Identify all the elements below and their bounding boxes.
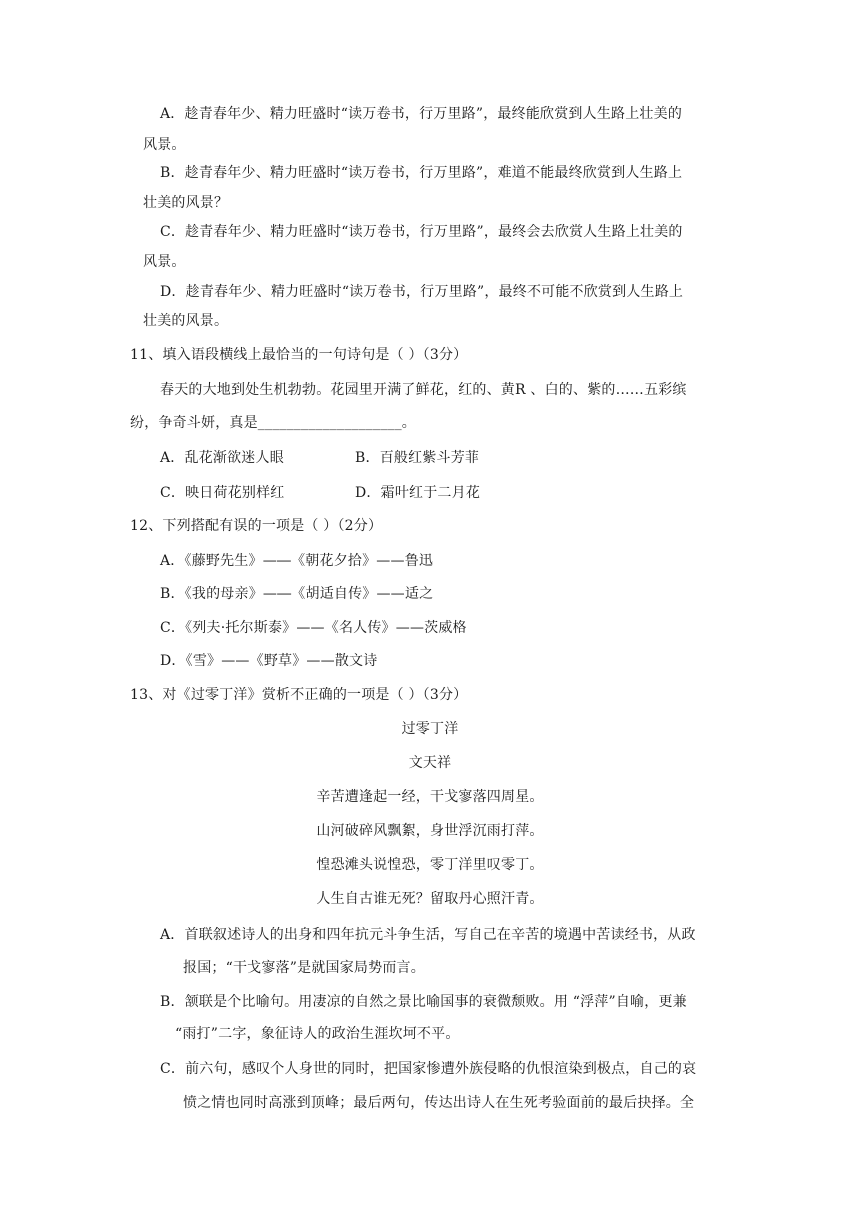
q11-option-c: C．映日荷花别样红	[160, 485, 285, 501]
q10-option-c-line1: C．趁青春年少、精力旺盛时“读万卷书，行万里路”，最终会去欣赏人生路上壮美的	[160, 224, 683, 240]
q12-option-c: C．《列夫·托尔斯泰》——《名人传》——茨威格	[160, 620, 467, 636]
q10-option-d-line1: D．趁青春年少、精力旺盛时“读万卷书，行万里路”，最终不可能不欣赏到人生路上	[160, 284, 684, 300]
q10-option-a-line2: 风景。	[143, 137, 186, 153]
q12-option-d: D．《雪》——《野草》——散文诗	[160, 653, 378, 669]
q11-option-b: B．百般红紫斗芳菲	[355, 450, 480, 466]
q10-option-d-line2: 壮美的风景。	[143, 313, 229, 329]
q12-option-b: B．《我的母亲》—―《胡适自传》——适之	[160, 586, 434, 602]
q13-option-b-line2: “雨打”二字，象征诗人的政治生涯坎坷不平。	[175, 1026, 460, 1042]
q12-stem: 12、下列搭配有误的一项是（ ）（2分）	[130, 518, 383, 534]
poem-title: 过零丁洋	[401, 721, 459, 737]
q13-option-c-line2: 愤之情也同时高涨到顶峰；最后两句，传达出诗人在生死考验面前的最后抉择。全	[183, 1095, 695, 1111]
q10-option-a-line1: A．趁青春年少、精力旺盛时“读万卷书，行万里路”，最终能欣赏到人生路上壮美的	[160, 106, 683, 122]
poem-line-1: 辛苦遭逢起一经，干戈寥落四周星。	[316, 789, 544, 805]
q13-stem: 13、对《过零丁洋》赏析不正确的一项是（ ）（3分）	[130, 687, 468, 703]
poem-line-3: 惶恐滩头说惶恐，零丁洋里叹零丁。	[316, 857, 544, 873]
q11-option-d: D．霜叶红于二月花	[355, 485, 481, 501]
q11-option-a: A．乱花渐欲迷人眼	[160, 450, 284, 466]
poem-line-2: 山河破碎风飘絮，身世浮沉雨打萍。	[316, 823, 544, 839]
q11-stem: 11、填入语段横线上最恰当的一句诗句是（ ）（3分）	[130, 347, 468, 363]
poem-author: 文天祥	[408, 755, 452, 771]
q10-option-b-line2: 壮美的风景？	[143, 195, 229, 211]
q10-option-b-line1: B．趁青春年少、精力旺盛时“读万卷书，行万里路”，难道不能最终欣赏到人生路上	[160, 165, 683, 181]
q12-option-a: A．《藤野先生》—―《朝花夕拾》——鲁迅	[160, 553, 434, 569]
q11-passage-line2: 纷，争奇斗妍，真是____________________。	[130, 415, 416, 431]
q13-option-b-line1: B．颔联是个比喻句。用凄凉的自然之景比喻国事的衰微颓败。用 “浮萍”自喻，更兼	[160, 994, 687, 1010]
q13-option-c-line1: C．前六句，感叹个人身世的同时，把国家惨遭外族侵略的仇恨渲染到极点，自己的哀	[160, 1061, 697, 1077]
q11-passage-line1: 春天的大地到处生机勃勃。花园里开满了鲜花，红的、黄R 、白的、紫的……五彩缤	[160, 382, 687, 398]
q13-option-a-line2: 报国；“干戈寥落”是就国家局势而言。	[183, 960, 425, 976]
q13-option-a-line1: A．首联叙述诗人的出身和四年抗元斗争生活，写自己在辛苦的境遇中苦读经书，从政	[160, 927, 696, 943]
q10-option-c-line2: 风景。	[143, 254, 186, 270]
poem-line-4: 人生自古谁无死？留取丹心照汗青。	[316, 891, 544, 907]
